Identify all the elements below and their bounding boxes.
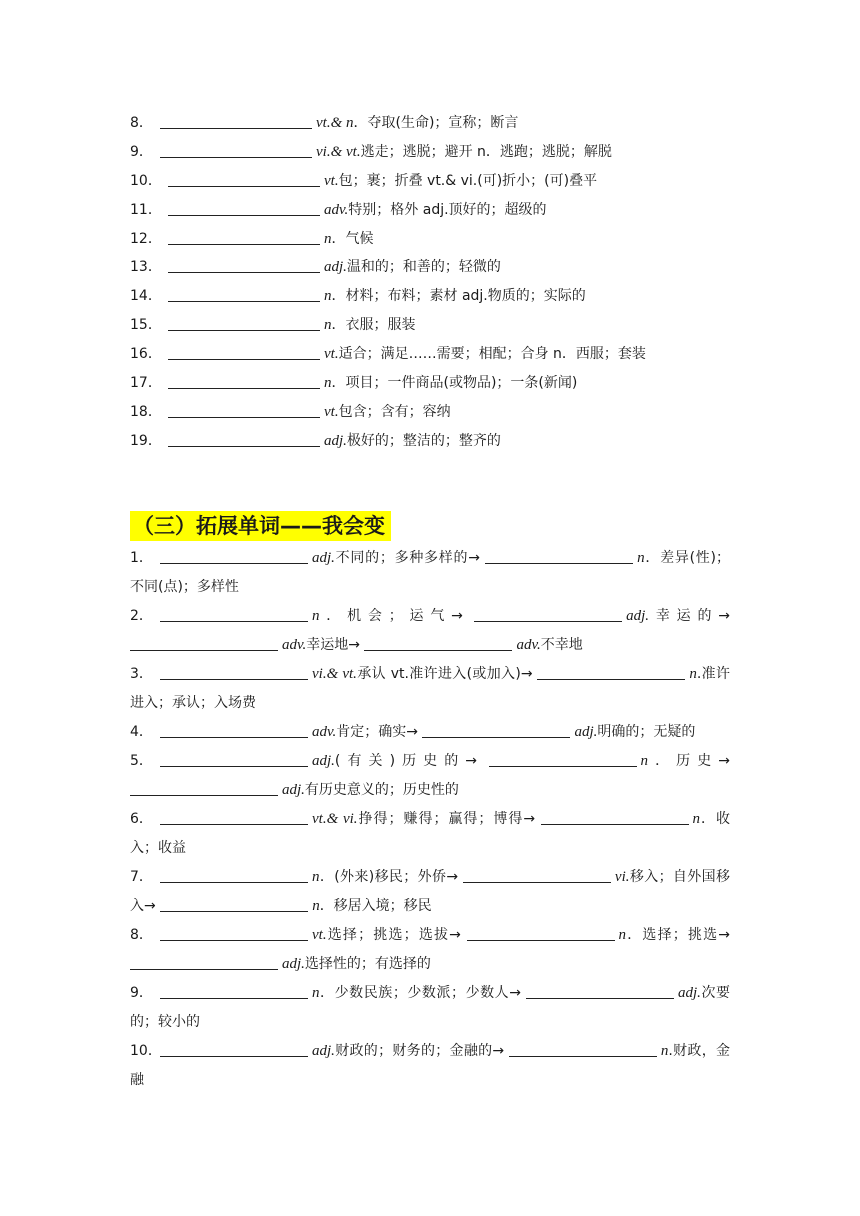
answer-blank[interactable] xyxy=(422,723,570,738)
list-item: 7． n．(外来)移民；外侨→ vi.移入；自外国移入→ n．移居入境；移民 xyxy=(130,869,731,914)
answer-blank[interactable] xyxy=(474,607,622,622)
list-item: 11． adv.特别；格外 adj.顶好的；超级的 xyxy=(130,201,547,218)
list-item: 8． vt.& n．夺取(生命)；宣称；断言 xyxy=(130,115,519,131)
answer-blank[interactable] xyxy=(168,287,320,302)
list-item: 12． n．气候 xyxy=(130,230,374,247)
list-item: 19． adj.极好的；整洁的；整齐的 xyxy=(130,432,501,449)
answer-blank[interactable] xyxy=(160,926,308,941)
answer-blank[interactable] xyxy=(160,897,308,912)
answer-blank[interactable] xyxy=(160,723,308,738)
answer-blank[interactable] xyxy=(130,955,278,970)
list-item: 17． n．项目；一件商品(或物品)；一条(新闻) xyxy=(130,375,578,392)
list-item: 3． vi.& vt.承认 vt.准许进入(或加入)→ n.准许进入；承认；入场费 xyxy=(130,666,730,711)
list-item: 2． n．机会；运气→ adj.幸运的→ adv.幸运地→ adv.不幸地 xyxy=(130,608,731,653)
answer-blank[interactable] xyxy=(130,781,278,796)
answer-blank[interactable] xyxy=(168,403,320,418)
answer-blank[interactable] xyxy=(168,230,320,245)
list-item: 8． vt.选择；挑选；选拔→ n．选择；挑选→ adj.选择性的；有选择的 xyxy=(130,927,731,972)
answer-blank[interactable] xyxy=(463,868,611,883)
list-item: 4． adv.肯定；确实→ adj.明确的；无疑的 xyxy=(130,724,696,740)
answer-blank[interactable] xyxy=(160,665,308,680)
answer-blank[interactable] xyxy=(541,810,689,825)
answer-blank[interactable] xyxy=(160,752,308,767)
answer-blank[interactable] xyxy=(160,549,308,564)
list-item: 1． adj.不同的；多种多样的→ n．差异(性)；不同(点)；多样性 xyxy=(130,550,730,595)
section-heading: （三）拓展单词——我会变 xyxy=(130,511,391,541)
list-item: 10． vt.包；裹；折叠 vt.& vi.(可)折小；(可)叠平 xyxy=(130,172,598,189)
list-item: 15． n．衣服；服装 xyxy=(130,317,416,334)
answer-blank[interactable] xyxy=(168,374,320,389)
answer-blank[interactable] xyxy=(160,810,308,825)
answer-blank[interactable] xyxy=(160,143,312,158)
list-item: 13． adj.温和的；和善的；轻微的 xyxy=(130,259,501,276)
answer-blank[interactable] xyxy=(168,432,320,447)
answer-blank[interactable] xyxy=(160,114,312,129)
answer-blank[interactable] xyxy=(160,868,308,883)
answer-blank[interactable] xyxy=(526,984,674,999)
answer-blank[interactable] xyxy=(168,201,320,216)
answer-blank[interactable] xyxy=(168,345,320,360)
answer-blank[interactable] xyxy=(489,752,637,767)
answer-blank[interactable] xyxy=(537,665,685,680)
answer-blank[interactable] xyxy=(485,549,633,564)
answer-blank[interactable] xyxy=(160,984,308,999)
list-item: 5． adj.(有关)历史的→ n．历史→ adj.有历史意义的；历史性的 xyxy=(130,753,731,798)
list-item: 18． vt.包含；含有；容纳 xyxy=(130,403,451,420)
answer-blank[interactable] xyxy=(509,1042,657,1057)
list-item: 9． vi.& vt.逃走；逃脱；避开 n．逃跑；逃脱；解脱 xyxy=(130,143,612,160)
list-item: 6． vt.& vi.挣得；赚得；赢得；博得→ n．收入；收益 xyxy=(130,811,730,856)
extension-word-list xyxy=(130,544,730,1095)
answer-blank[interactable] xyxy=(160,607,308,622)
answer-blank[interactable] xyxy=(168,172,320,187)
vocabulary-list-continued xyxy=(130,112,730,459)
list-item: 9． n．少数民族；少数派；少数人→ adj.次要的；较小的 xyxy=(130,985,731,1030)
list-item: 10． adj.财政的；财务的；金融的→ n.财政，金融 xyxy=(130,1043,731,1088)
answer-blank[interactable] xyxy=(168,258,320,273)
list-item: 14． n．材料；布料；素材 adj.物质的；实际的 xyxy=(130,288,586,305)
answer-blank[interactable] xyxy=(467,926,615,941)
answer-blank[interactable] xyxy=(364,636,512,651)
list-item: 16． vt.适合；满足……需要；相配；合身 n．西服；套装 xyxy=(130,346,646,363)
answer-blank[interactable] xyxy=(130,636,278,651)
answer-blank[interactable] xyxy=(160,1042,308,1057)
answer-blank[interactable] xyxy=(168,316,320,331)
